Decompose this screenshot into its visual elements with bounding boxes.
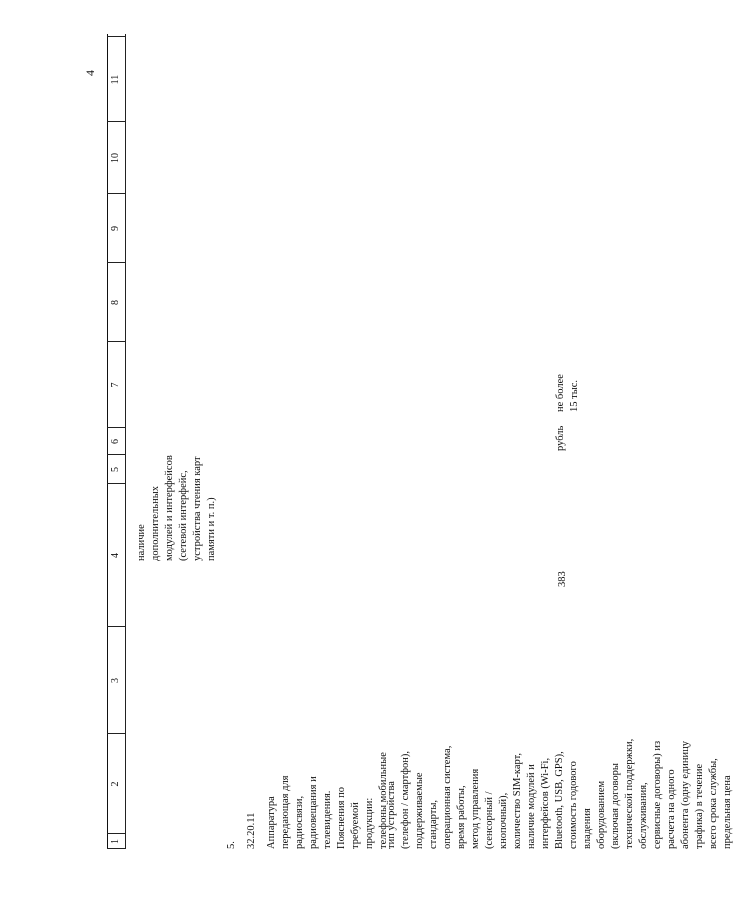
column-header-7: 7: [110, 382, 121, 388]
column-header-5: 5: [110, 467, 121, 472]
column-header-2: 2: [110, 781, 121, 787]
column-header-6: 6: [110, 439, 121, 444]
column-header-1: 1: [110, 839, 121, 844]
row-number: 5.: [226, 841, 237, 849]
okpd2-code: 32.20.11: [246, 812, 257, 849]
product-name: Аппаратура передающая для радиосвязи, радиовещания и телевидения. Пояснения по требуемой продукции: телефоны мобильные: [266, 752, 389, 849]
page-number: 4: [83, 70, 97, 76]
product-characteristics: тип устройства (телефон / смартфон), поддерживаемые стандарты, операционная система, время работы, метод управления (сенсорный / кнопочный), количество SIM-карт, наличие модулей и интерфейсов (Wi-Fi, Bluetooth, USB, GPS), стоимость годового владения оборудованием (включая договоры технической поддержки, обслуживания, сервисные договоры) из расчета на одного абонента (одну единицу трафика) в течение всего срока службы, предельная цена: [386, 738, 733, 849]
header-bottom-border: [125, 34, 126, 849]
column-header-11: 11: [110, 74, 121, 85]
unit-code: 383: [557, 571, 568, 587]
column-header-8: 8: [110, 300, 121, 305]
column-header-10: 10: [110, 153, 121, 163]
continued-characteristics: наличие дополнительных модулей и интерфейсов (сетевой интерфейс, устройства чтения карт памяти и т. п.): [136, 455, 217, 561]
unit-name: рубль: [555, 425, 566, 451]
table-top-border: [107, 34, 108, 849]
rotated-table: [107, 34, 733, 849]
limit-value: не более 15 тыс.: [555, 374, 580, 412]
column-header-4: 4: [110, 553, 121, 558]
column-header-3: 3: [110, 678, 121, 683]
column-header-9: 9: [110, 226, 121, 231]
